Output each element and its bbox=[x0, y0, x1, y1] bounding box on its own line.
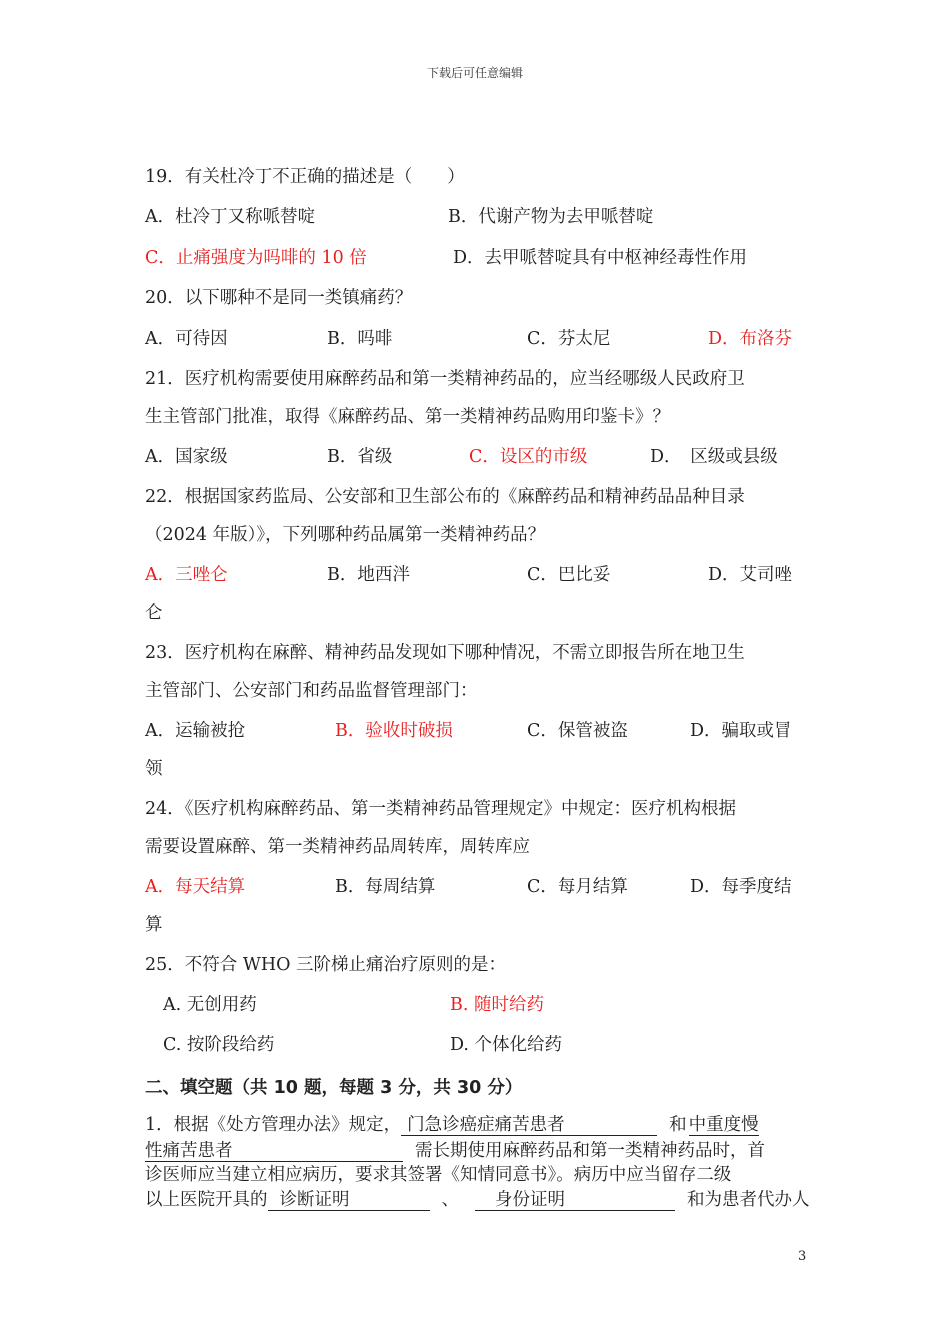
question-24-option-b: B．每周结算 bbox=[335, 877, 436, 897]
question-24-stem-line2: 需要设置麻醉、第一类精神药品周转库，周转库应 bbox=[145, 837, 530, 857]
fill-1-blank-2a: 中重度慢 bbox=[688, 1115, 759, 1135]
question-23-option-d: D．骗取或冒 bbox=[690, 721, 792, 741]
question-22-stem-line1: 22．根据国家药监局、公安部和卫生部公布的《麻醉药品和精神药品品种目录 bbox=[145, 487, 745, 507]
question-21-stem-line2: 生主管部门批准，取得《麻醉药品、第一类精神药品购用印鉴卡》？ bbox=[145, 407, 670, 427]
question-20-option-d-answer: D．布洛芬 bbox=[708, 329, 793, 349]
question-22-stem-line2: （2024 年版）》，下列哪种药品属第一类精神药品？ bbox=[145, 525, 546, 545]
fill-question-1-line1 bbox=[145, 1113, 759, 1137]
question-21-option-a: A．国家级 bbox=[145, 447, 228, 467]
question-23-option-c: C．保管被盗 bbox=[527, 721, 628, 741]
fill-1-text-3: 需长期使用麻醉药品和第一类精神药品时，首 bbox=[415, 1141, 765, 1161]
fill-1-blank-1: 门急诊癌症痛苦患者 bbox=[401, 1115, 657, 1136]
question-23-option-d-continued: 领 bbox=[145, 759, 163, 779]
question-24-option-c: C．每月结算 bbox=[527, 877, 628, 897]
question-19-option-c-answer: C．止痛强度为吗啡的 10 倍 bbox=[145, 248, 367, 268]
question-21-option-d: D． 区级或县级 bbox=[650, 447, 778, 467]
question-22-option-c: C．巴比妥 bbox=[527, 565, 611, 585]
question-23-option-b-answer: B．验收时破损 bbox=[335, 721, 453, 741]
page-number: 3 bbox=[798, 1249, 807, 1264]
question-21-option-b: B．省级 bbox=[327, 447, 393, 467]
question-25-option-b-answer: B. 随时给药 bbox=[450, 995, 544, 1015]
fill-1-text-6: 和为患者代办人 bbox=[687, 1190, 810, 1210]
fill-1-blank-2b: 性痛苦患者 bbox=[145, 1141, 403, 1162]
fill-question-1-line2 bbox=[145, 1139, 765, 1163]
question-19-option-b: B．代谢产物为去甲哌替啶 bbox=[448, 207, 654, 227]
question-19-stem: 19．有关杜冷丁不正确的描述是（ ） bbox=[145, 167, 465, 187]
question-23-stem-line2: 主管部门、公安部门和药品监督管理部门： bbox=[145, 681, 478, 701]
question-24-stem-line1: 24．《医疗机构麻醉药品、第一类精神药品管理规定》中规定：医疗机构根据 bbox=[145, 799, 737, 819]
question-22-option-d-continued: 仑 bbox=[145, 603, 163, 623]
question-19-option-d: D．去甲哌替啶具有中枢神经毒性作用 bbox=[453, 248, 748, 268]
question-25-option-c: C. 按阶段给药 bbox=[163, 1035, 275, 1055]
fill-1-text-4: 以上医院开具的 bbox=[145, 1190, 268, 1210]
question-22-option-a-answer: A．三唑仑 bbox=[145, 565, 228, 585]
question-25-option-a: A. 无创用药 bbox=[163, 995, 257, 1015]
question-24-option-d-continued: 算 bbox=[145, 915, 163, 935]
fill-question-1-line4 bbox=[145, 1188, 810, 1212]
question-22-option-b: B．地西泮 bbox=[327, 565, 410, 585]
fill-1-text-5: 、 bbox=[441, 1190, 459, 1210]
section-2-title: 二、填空题（共 10 题，每题 3 分，共 30 分） bbox=[145, 1078, 523, 1098]
question-20-option-b: B．吗啡 bbox=[327, 329, 393, 349]
question-24-option-a-answer: A．每天结算 bbox=[145, 877, 246, 897]
question-23-stem-line1: 23．医疗机构在麻醉、精神药品发现如下哪种情况，不需立即报告所在地卫生 bbox=[145, 643, 745, 663]
question-25-option-d: D. 个体化给药 bbox=[450, 1035, 563, 1055]
question-20-option-a: A．可待因 bbox=[145, 329, 228, 349]
question-23-option-a: A．运输被抢 bbox=[145, 721, 246, 741]
question-24-option-d: D．每季度结 bbox=[690, 877, 792, 897]
fill-1-blank-3: 诊断证明 bbox=[268, 1190, 430, 1211]
question-21-option-c-answer: C．设区的市级 bbox=[469, 447, 588, 467]
page-header: 下载后可任意编辑 bbox=[426, 66, 523, 80]
question-19-option-a: A．杜冷丁又称哌替啶 bbox=[145, 207, 316, 227]
question-21-stem-line1: 21．医疗机构需要使用麻醉药品和第一类精神药品的，应当经哪级人民政府卫 bbox=[145, 369, 745, 389]
question-20-option-c: C．芬太尼 bbox=[527, 329, 611, 349]
fill-1-text-1: 1．根据《处方管理办法》规定， bbox=[145, 1115, 402, 1135]
fill-question-1-line3: 诊医师应当建立相应病历，要求其签署《知情同意书》。病历中应当留存二级 bbox=[145, 1165, 732, 1185]
question-22-option-d: D．艾司唑 bbox=[708, 565, 793, 585]
fill-1-text-2: 和 bbox=[669, 1115, 687, 1135]
question-20-stem: 20．以下哪种不是同一类镇痛药？ bbox=[145, 288, 413, 308]
fill-1-blank-4: 身份证明 bbox=[475, 1190, 675, 1211]
question-25-stem: 25．不符合 WHO 三阶梯止痛治疗原则的是： bbox=[145, 955, 506, 975]
